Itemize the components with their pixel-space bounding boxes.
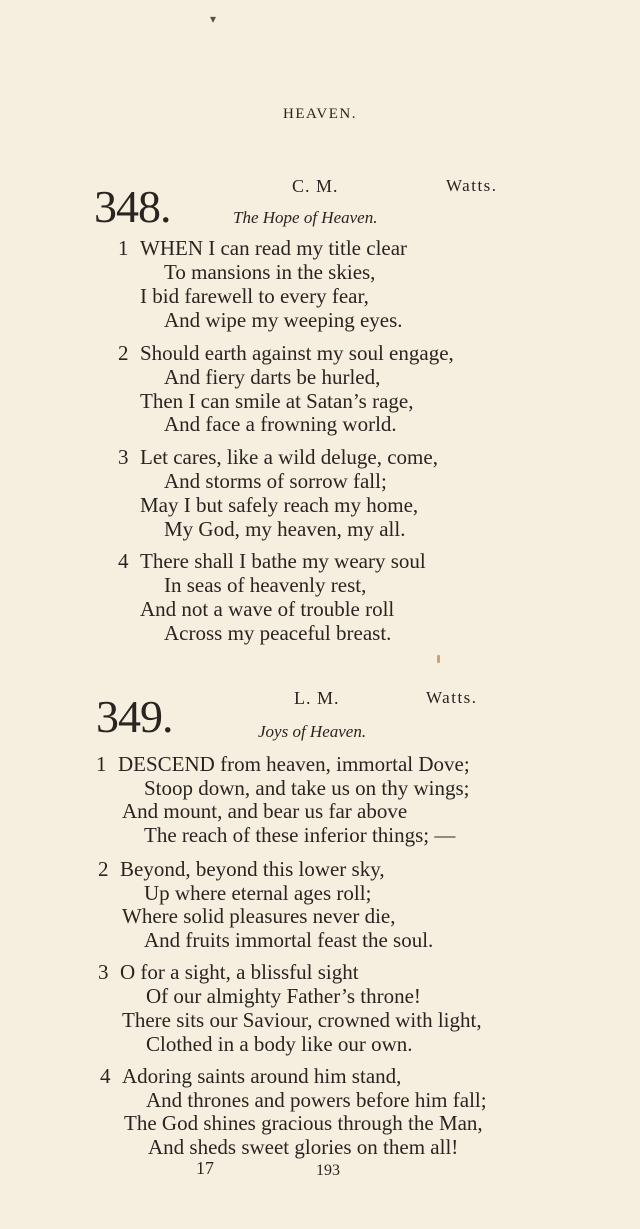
- verse-number: 3: [118, 445, 129, 469]
- verse-line: The God shines gracious through the Man,: [124, 1111, 483, 1135]
- hymn-author: Watts.: [426, 688, 478, 707]
- verse-number: 2: [118, 341, 129, 365]
- verse-number: 2: [98, 857, 109, 881]
- page-number: 193: [316, 1162, 340, 1179]
- verse-line: Clothed in a body like our own.: [146, 1032, 413, 1056]
- verse-line: Across my peaceful breast.: [164, 621, 392, 645]
- verse-number: 4: [100, 1064, 111, 1088]
- verse-line: Then I can smile at Satan’s rage,: [140, 389, 414, 413]
- verse-line: To mansions in the skies,: [164, 260, 376, 284]
- verse-line: And wipe my weeping eyes.: [164, 308, 403, 332]
- verse-line: May I but safely reach my home,: [140, 493, 419, 517]
- verse-line: 2 Beyond, beyond this lower sky,: [98, 857, 385, 881]
- hymn-number: 348.: [94, 181, 171, 232]
- section-header: HEAVEN.: [283, 106, 357, 122]
- verse-line: 2 Should earth against my soul engage,: [118, 341, 454, 365]
- verse-line: Where solid pleasures never die,: [122, 904, 396, 928]
- hymn-author: Watts.: [446, 176, 498, 195]
- verse-line: And face a frowning world.: [164, 412, 397, 436]
- hymn-number: 349.: [96, 691, 173, 742]
- verse-line: The reach of these inferior things; —: [144, 823, 456, 847]
- verse-line: 3 O for a sight, a blissful sight: [98, 960, 359, 984]
- verse-line: And not a wave of trouble roll: [140, 597, 395, 621]
- verse-number: 1: [118, 236, 129, 260]
- verse-line: And fruits immortal feast the soul.: [144, 928, 434, 952]
- verse-line: 3 Let cares, like a wild deluge, come,: [118, 445, 438, 469]
- verse-line: Of our almighty Father’s throne!: [146, 984, 421, 1008]
- verse-line: 4 Adoring saints around him stand,: [100, 1064, 402, 1088]
- verse-line: My God, my heaven, my all.: [164, 517, 406, 541]
- verse-line: And sheds sweet glories on them all!: [148, 1135, 459, 1159]
- verse-line: There sits our Saviour, crowned with light,: [122, 1008, 482, 1032]
- hymn-title: The Hope of Heaven.: [233, 208, 378, 227]
- verse-line: And mount, and bear us far above: [122, 799, 408, 823]
- verse-line: And storms of sorrow fall;: [164, 469, 387, 493]
- verse-number: 1: [96, 752, 107, 776]
- verse-line: In seas of heavenly rest,: [164, 573, 367, 597]
- hymn-title: Joys of Heaven.: [258, 722, 367, 741]
- verse-line: I bid farewell to every fear,: [140, 284, 369, 308]
- verse-line: 1 WHEN I can read my title clear: [118, 236, 408, 260]
- verse-line: And thrones and powers before him fall;: [146, 1088, 487, 1112]
- verse-line: 4 There shall I bathe my weary soul: [118, 549, 426, 573]
- verse-line: Up where eternal ages roll;: [144, 881, 372, 905]
- printer-mark: ▾: [210, 12, 217, 26]
- verse-number: 4: [118, 549, 129, 573]
- verse-line: 1 DESCEND from heaven, immortal Dove;: [96, 752, 470, 776]
- ink-speck: [437, 655, 440, 663]
- verse-line: And fiery darts be hurled,: [164, 365, 381, 389]
- hymn-meter: L. M.: [294, 688, 340, 708]
- hymn-meter: C. M.: [292, 176, 339, 196]
- verse-number: 3: [98, 960, 109, 984]
- signature-mark: 17: [196, 1158, 214, 1178]
- verse-line: Stoop down, and take us on thy wings;: [144, 776, 470, 800]
